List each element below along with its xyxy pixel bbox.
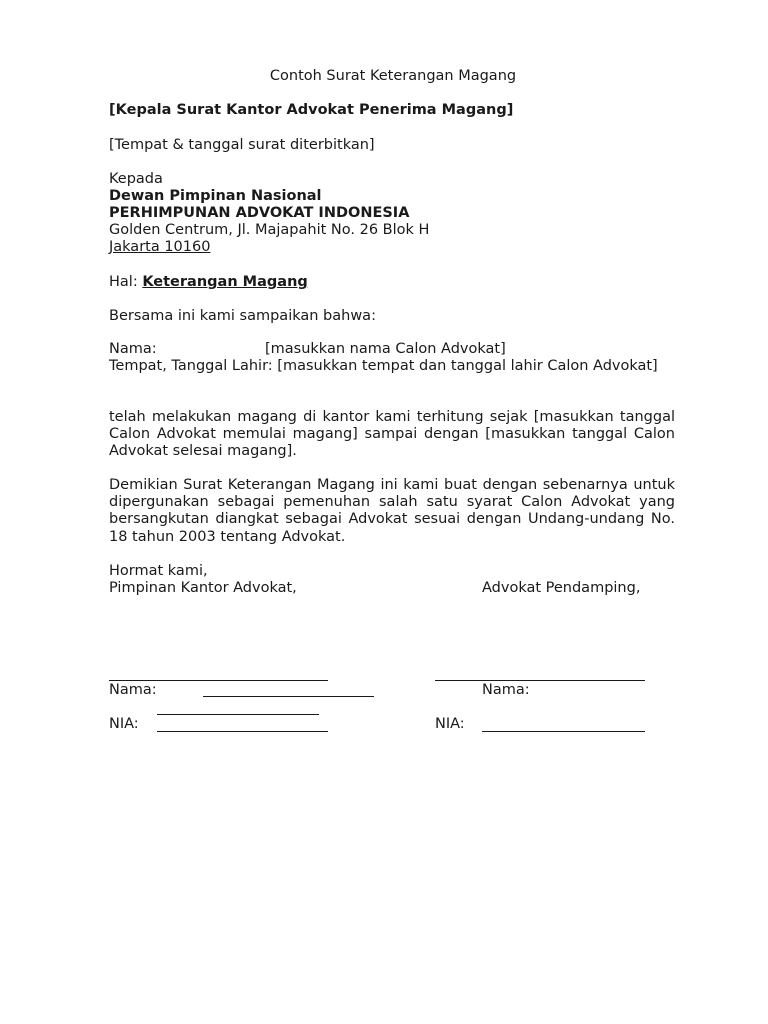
left-signature-line	[109, 680, 328, 681]
left-name-blank-2	[157, 714, 319, 715]
intro-text: Bersama ini kami sampaikan bahwa:	[109, 308, 376, 324]
birth-field	[109, 358, 675, 375]
left-name-blank	[203, 696, 374, 697]
right-name-label: Nama:	[482, 682, 530, 698]
birth-field-value: [masukkan tempat dan tanggal lahir Calon Advokat]	[277, 358, 658, 374]
closing-text: Hormat kami,	[109, 563, 208, 579]
recipient-city: Jakarta 10160	[109, 239, 211, 255]
letterhead-placeholder: [Kepala Surat Kantor Advokat Penerima Magang]	[109, 102, 514, 118]
subject-line	[109, 274, 308, 291]
name-field-value: [masukkan nama Calon Advokat]	[265, 341, 506, 357]
place-date-placeholder: [Tempat & tanggal surat diterbitkan]	[109, 137, 375, 153]
birth-field-label: Tempat, Tanggal Lahir:	[109, 358, 273, 374]
subject-label: Hal:	[109, 274, 143, 290]
right-signature-line	[435, 680, 645, 681]
left-nia-blank	[157, 731, 328, 732]
recipient-line-2: PERHIMPUNAN ADVOKAT INDONESIA	[109, 205, 410, 221]
right-nia-label: NIA:	[435, 716, 465, 732]
name-field-label: Nama:	[109, 341, 157, 357]
recipient-to-label: Kepada	[109, 171, 163, 187]
recipient-line-1: Dewan Pimpinan Nasional	[109, 188, 322, 204]
body-paragraph-2: Demikian Surat Keterangan Magang ini kami buat dengan sebenarnya untuk dipergunakan sebagai pemenuhan salah satu syarat Calon Advokat yang bersangkutan diangkat sebagai Advokat sesuai dengan Undang-undang No. 18 tahun 2003 tentang Advokat.	[109, 477, 675, 545]
document-title: Contoh Surat Keterangan Magang	[269, 68, 517, 84]
right-signatory-role: Advokat Pendamping,	[482, 580, 641, 596]
left-name-label: Nama:	[109, 682, 157, 698]
right-nia-blank	[482, 731, 645, 732]
recipient-address: Golden Centrum, Jl. Majapahit No. 26 Blok H	[109, 222, 430, 238]
body-paragraph-1: telah melakukan magang di kantor kami terhitung sejak [masukkan tanggal Calon Advokat memulai magang] sampai dengan [masukkan tanggal Calon Advokat selesai magang].	[109, 409, 675, 460]
subject-value: Keterangan Magang	[142, 274, 308, 290]
left-signatory-role: Pimpinan Kantor Advokat,	[109, 580, 297, 596]
left-nia-label: NIA:	[109, 716, 139, 732]
